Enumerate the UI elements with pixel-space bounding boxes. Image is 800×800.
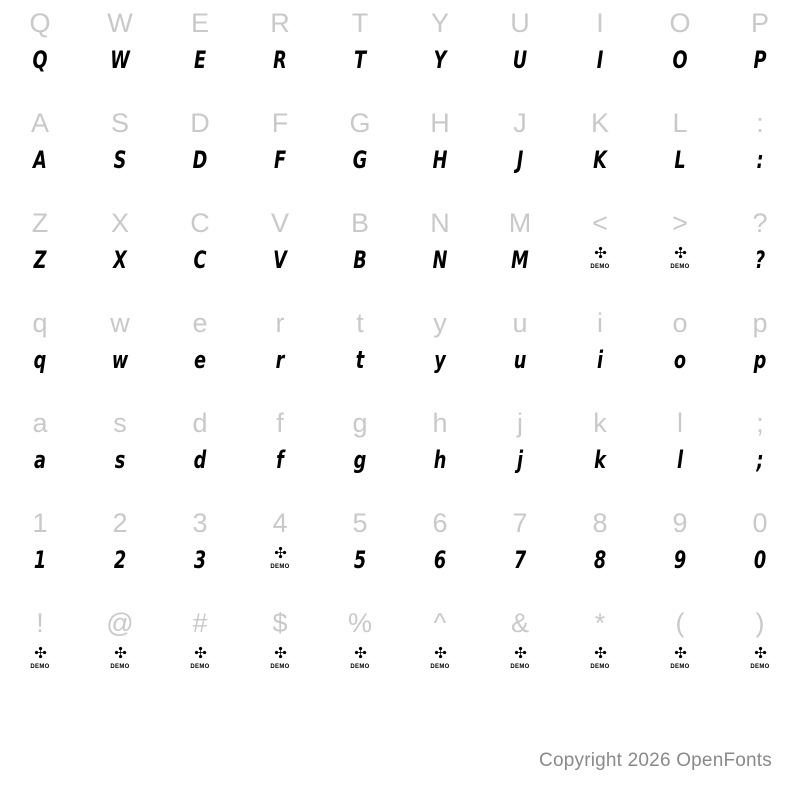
demo-flower-icon bbox=[240, 646, 320, 674]
glyph-cell bbox=[720, 100, 800, 200]
demo-watermark-label: DEMO bbox=[110, 664, 130, 670]
glyph-reference-char: r bbox=[275, 308, 285, 338]
glyph-sample-char: ? bbox=[754, 246, 766, 274]
glyph-cell bbox=[0, 500, 80, 600]
glyph-sample-char: w bbox=[111, 346, 129, 374]
demo-flower-icon bbox=[640, 646, 720, 674]
glyph-cell bbox=[240, 600, 320, 700]
glyph-sample-char: y bbox=[434, 346, 446, 374]
glyph-reference-char: Q bbox=[29, 8, 51, 38]
glyph-cell bbox=[720, 0, 800, 100]
demo-watermark-label: DEMO bbox=[270, 664, 290, 670]
copyright-notice: Copyright 2026 OpenFonts bbox=[539, 750, 772, 771]
glyph-reference-char: 0 bbox=[752, 508, 768, 538]
glyph-reference-char: # bbox=[192, 608, 208, 638]
glyph-cell bbox=[560, 500, 640, 600]
glyph-reference-char: X bbox=[110, 208, 129, 238]
glyph-reference-char: y bbox=[433, 308, 447, 338]
glyph-cell bbox=[400, 300, 480, 400]
glyph-sample-char: R bbox=[273, 46, 287, 74]
glyph-cell bbox=[480, 500, 560, 600]
demo-flower-petals-icon: ✣ bbox=[34, 645, 46, 662]
glyph-cell bbox=[0, 300, 80, 400]
demo-flower-icon bbox=[560, 246, 640, 274]
glyph-sample-char: r bbox=[275, 346, 285, 374]
glyph-sample-char: f bbox=[276, 446, 284, 474]
glyph-sample-char: l bbox=[676, 446, 684, 474]
glyph-sample-char: 0 bbox=[753, 546, 767, 574]
glyph-sample-char: u bbox=[513, 346, 527, 374]
demo-flower-petals-icon: ✣ bbox=[114, 645, 126, 662]
glyph-sample-char: 3 bbox=[193, 546, 207, 574]
glyph-reference-char: * bbox=[594, 608, 606, 638]
glyph-cell bbox=[640, 500, 720, 600]
glyph-reference-char: h bbox=[432, 408, 448, 438]
glyph-cell bbox=[80, 600, 160, 700]
glyph-reference-char: o bbox=[672, 308, 688, 338]
glyph-reference-char: ^ bbox=[433, 608, 447, 638]
glyph-cell bbox=[80, 100, 160, 200]
glyph-reference-char: j bbox=[517, 408, 523, 438]
glyph-reference-char: W bbox=[107, 8, 133, 38]
glyph-reference-char: e bbox=[192, 308, 208, 338]
demo-flower-icon bbox=[560, 646, 640, 674]
glyph-sample-char: q bbox=[33, 346, 47, 374]
glyph-sample-char: s bbox=[114, 446, 126, 474]
glyph-reference-char: 5 bbox=[352, 508, 368, 538]
glyph-cell bbox=[320, 100, 400, 200]
demo-flower-petals-icon: ✣ bbox=[674, 245, 686, 262]
glyph-sample-char: M bbox=[511, 246, 529, 274]
glyph-sample-char: C bbox=[193, 246, 207, 274]
demo-watermark-label: DEMO bbox=[430, 664, 450, 670]
glyph-sample-char: K bbox=[593, 146, 607, 174]
glyph-sample-char: Q bbox=[32, 46, 48, 74]
glyph-reference-char: p bbox=[752, 308, 768, 338]
glyph-cell bbox=[160, 600, 240, 700]
glyph-sample-char: g bbox=[353, 446, 367, 474]
demo-flower-icon bbox=[160, 646, 240, 674]
glyph-cell bbox=[240, 300, 320, 400]
glyph-cell bbox=[400, 0, 480, 100]
demo-watermark-label: DEMO bbox=[270, 564, 290, 570]
demo-flower-petals-icon: ✣ bbox=[514, 645, 526, 662]
glyph-sample-char: S bbox=[113, 146, 127, 174]
demo-flower-icon bbox=[400, 646, 480, 674]
demo-flower-petals-icon: ✣ bbox=[754, 645, 766, 662]
glyph-reference-char: s bbox=[113, 408, 127, 438]
glyph-sample-char: H bbox=[432, 146, 448, 174]
glyph-cell bbox=[80, 400, 160, 500]
glyph-sample-char: ; bbox=[756, 446, 764, 474]
demo-flower-petals-icon: ✣ bbox=[594, 645, 606, 662]
glyph-sample-char: 9 bbox=[673, 546, 687, 574]
glyph-reference-char: G bbox=[349, 108, 371, 138]
glyph-cell bbox=[720, 300, 800, 400]
glyph-cell bbox=[240, 400, 320, 500]
demo-flower-petals-icon: ✣ bbox=[674, 645, 686, 662]
glyph-sample-char: G bbox=[352, 146, 368, 174]
glyph-reference-char: H bbox=[430, 108, 450, 138]
glyph-cell bbox=[80, 300, 160, 400]
glyph-cell bbox=[160, 0, 240, 100]
glyph-cell bbox=[560, 100, 640, 200]
demo-watermark-label: DEMO bbox=[670, 664, 690, 670]
glyph-cell bbox=[640, 200, 720, 300]
glyph-reference-char: Z bbox=[31, 208, 49, 238]
glyph-reference-char: N bbox=[430, 208, 450, 238]
glyph-reference-char: f bbox=[276, 408, 284, 438]
glyph-cell bbox=[640, 0, 720, 100]
glyph-reference-char: @ bbox=[106, 608, 134, 638]
glyph-cell bbox=[240, 0, 320, 100]
glyph-sample-char: e bbox=[193, 346, 207, 374]
glyph-reference-char: D bbox=[190, 108, 210, 138]
demo-flower-petals-icon: ✣ bbox=[274, 545, 286, 562]
demo-watermark-label: DEMO bbox=[190, 664, 210, 670]
glyph-reference-char: k bbox=[593, 408, 607, 438]
glyph-reference-char: : bbox=[756, 108, 764, 138]
demo-flower-petals-icon: ✣ bbox=[354, 645, 366, 662]
glyph-reference-char: O bbox=[669, 8, 691, 38]
glyph-sample-char: J bbox=[516, 146, 524, 174]
glyph-cell bbox=[80, 500, 160, 600]
glyph-sample-char: O bbox=[672, 46, 688, 74]
demo-watermark-label: DEMO bbox=[350, 664, 370, 670]
glyph-sample-char: : bbox=[756, 146, 764, 174]
glyph-sample-char: o bbox=[673, 346, 687, 374]
glyph-cell bbox=[720, 500, 800, 600]
demo-flower-icon bbox=[640, 246, 720, 274]
glyph-reference-char: $ bbox=[272, 608, 288, 638]
glyph-sample-char: L bbox=[674, 146, 686, 174]
glyph-reference-char: 9 bbox=[672, 508, 688, 538]
glyph-cell bbox=[720, 600, 800, 700]
glyph-sample-char: p bbox=[753, 346, 767, 374]
glyph-cell bbox=[320, 400, 400, 500]
glyph-sample-char: E bbox=[193, 46, 207, 74]
glyph-reference-char: ( bbox=[675, 608, 685, 638]
glyph-cell bbox=[160, 400, 240, 500]
glyph-cell bbox=[320, 0, 400, 100]
glyph-cell bbox=[560, 600, 640, 700]
glyph-cell bbox=[480, 200, 560, 300]
glyph-reference-char: ! bbox=[36, 608, 44, 638]
glyph-cell bbox=[0, 200, 80, 300]
glyph-reference-char: q bbox=[32, 308, 48, 338]
glyph-cell bbox=[720, 400, 800, 500]
demo-flower-icon bbox=[320, 646, 400, 674]
glyph-sample-char: d bbox=[193, 446, 207, 474]
glyph-reference-char: I bbox=[596, 8, 604, 38]
glyph-reference-char: F bbox=[271, 108, 289, 138]
glyph-reference-char: 3 bbox=[192, 508, 208, 538]
glyph-cell bbox=[240, 200, 320, 300]
glyph-reference-char: L bbox=[672, 108, 688, 138]
demo-watermark-label: DEMO bbox=[30, 664, 50, 670]
glyph-reference-char: R bbox=[270, 8, 290, 38]
glyph-cell bbox=[400, 200, 480, 300]
glyph-sample-char: j bbox=[516, 446, 524, 474]
glyph-sample-char: A bbox=[33, 146, 47, 174]
glyph-reference-char: g bbox=[352, 408, 368, 438]
demo-watermark-label: DEMO bbox=[590, 664, 610, 670]
glyph-reference-char: d bbox=[192, 408, 208, 438]
glyph-cell bbox=[240, 500, 320, 600]
glyph-sample-char: W bbox=[110, 46, 130, 74]
glyph-sample-char: N bbox=[432, 246, 448, 274]
demo-flower-icon bbox=[240, 546, 320, 574]
glyph-cell bbox=[480, 300, 560, 400]
glyph-reference-char: U bbox=[510, 8, 530, 38]
glyph-reference-char: 6 bbox=[432, 508, 448, 538]
glyph-reference-char: 8 bbox=[592, 508, 608, 538]
glyph-sample-char: V bbox=[273, 246, 287, 274]
glyph-reference-char: < bbox=[592, 208, 608, 238]
demo-flower-icon bbox=[80, 646, 160, 674]
glyph-cell bbox=[400, 600, 480, 700]
glyph-reference-char: & bbox=[510, 608, 529, 638]
glyph-cell bbox=[480, 100, 560, 200]
glyph-reference-char: % bbox=[347, 608, 372, 638]
glyph-sample-char: 6 bbox=[433, 546, 447, 574]
glyph-sample-char: a bbox=[34, 446, 46, 474]
glyph-sample-char: 2 bbox=[113, 546, 127, 574]
glyph-sample-char: 5 bbox=[353, 546, 367, 574]
glyph-sample-char: Y bbox=[433, 46, 447, 74]
glyph-cell bbox=[400, 100, 480, 200]
demo-flower-petals-icon: ✣ bbox=[594, 245, 606, 262]
demo-flower-icon bbox=[720, 646, 800, 674]
glyph-reference-char: J bbox=[513, 108, 527, 138]
glyph-cell bbox=[0, 400, 80, 500]
glyph-cell bbox=[160, 200, 240, 300]
glyph-sample-char: k bbox=[594, 446, 606, 474]
glyph-reference-char: B bbox=[350, 208, 369, 238]
glyph-cell bbox=[160, 300, 240, 400]
glyph-reference-char: t bbox=[356, 308, 364, 338]
glyph-sample-char: 8 bbox=[593, 546, 607, 574]
glyph-sample-char: I bbox=[596, 46, 604, 74]
glyph-cell bbox=[400, 400, 480, 500]
glyph-cell bbox=[0, 100, 80, 200]
glyph-sample-char: U bbox=[512, 46, 528, 74]
glyph-sample-char: t bbox=[355, 346, 365, 374]
demo-watermark-label: DEMO bbox=[750, 664, 770, 670]
glyph-cell bbox=[320, 500, 400, 600]
glyph-sample-char: D bbox=[192, 146, 208, 174]
glyph-cell bbox=[560, 200, 640, 300]
glyph-reference-char: l bbox=[677, 408, 683, 438]
glyph-cell bbox=[640, 100, 720, 200]
demo-watermark-label: DEMO bbox=[590, 264, 610, 270]
glyph-reference-char: u bbox=[512, 308, 528, 338]
glyph-reference-char: w bbox=[110, 308, 130, 338]
glyph-reference-char: ; bbox=[756, 408, 764, 438]
glyph-reference-char: 4 bbox=[272, 508, 288, 538]
glyph-reference-char: 1 bbox=[32, 508, 48, 538]
glyph-reference-char: P bbox=[750, 8, 769, 38]
glyph-reference-char: V bbox=[270, 208, 289, 238]
glyph-cell bbox=[640, 400, 720, 500]
glyph-reference-char: T bbox=[351, 8, 369, 38]
glyph-reference-char: ) bbox=[755, 608, 765, 638]
glyph-cell bbox=[80, 200, 160, 300]
glyph-reference-char: 7 bbox=[512, 508, 528, 538]
glyph-cell bbox=[560, 0, 640, 100]
demo-flower-petals-icon: ✣ bbox=[194, 645, 206, 662]
glyph-cell bbox=[480, 600, 560, 700]
glyph-cell bbox=[320, 600, 400, 700]
glyph-sample-char: Z bbox=[33, 246, 47, 274]
glyph-cell bbox=[560, 300, 640, 400]
glyph-reference-char: C bbox=[190, 208, 210, 238]
glyph-sample-char: B bbox=[353, 246, 367, 274]
glyph-cell bbox=[640, 600, 720, 700]
glyph-cell bbox=[80, 0, 160, 100]
glyph-reference-char: M bbox=[508, 208, 532, 238]
glyph-cell bbox=[240, 100, 320, 200]
glyph-cell bbox=[320, 200, 400, 300]
glyph-sample-char: T bbox=[353, 46, 367, 74]
glyph-cell bbox=[560, 400, 640, 500]
glyph-reference-char: > bbox=[672, 208, 688, 238]
glyph-reference-char: S bbox=[110, 108, 129, 138]
glyph-sample-char: h bbox=[433, 446, 447, 474]
glyph-sample-char: F bbox=[273, 146, 287, 174]
glyph-reference-char: a bbox=[32, 408, 48, 438]
glyph-sample-char: P bbox=[753, 46, 767, 74]
glyph-cell bbox=[480, 0, 560, 100]
glyph-reference-char: 2 bbox=[112, 508, 128, 538]
glyph-reference-char: i bbox=[597, 308, 603, 338]
glyph-sample-char: i bbox=[596, 346, 604, 374]
glyph-cell bbox=[160, 500, 240, 600]
demo-flower-petals-icon: ✣ bbox=[274, 645, 286, 662]
glyph-cell bbox=[720, 200, 800, 300]
glyph-sample-char: 7 bbox=[513, 546, 527, 574]
glyph-cell bbox=[160, 100, 240, 200]
glyph-cell bbox=[320, 300, 400, 400]
glyph-cell bbox=[480, 400, 560, 500]
glyph-reference-char: K bbox=[590, 108, 609, 138]
demo-flower-petals-icon: ✣ bbox=[434, 645, 446, 662]
glyph-sample-char: X bbox=[113, 246, 127, 274]
glyph-sample-char: 1 bbox=[33, 546, 47, 574]
glyph-cell bbox=[640, 300, 720, 400]
glyph-cell bbox=[0, 0, 80, 100]
glyph-reference-char: E bbox=[190, 8, 209, 38]
glyph-cell bbox=[0, 600, 80, 700]
glyph-cell bbox=[400, 500, 480, 600]
demo-flower-icon bbox=[480, 646, 560, 674]
glyph-reference-char: Y bbox=[430, 8, 449, 38]
demo-flower-icon bbox=[0, 646, 80, 674]
glyph-reference-char: ? bbox=[752, 208, 768, 238]
glyph-reference-char: A bbox=[30, 108, 49, 138]
demo-watermark-label: DEMO bbox=[670, 264, 690, 270]
demo-watermark-label: DEMO bbox=[510, 664, 530, 670]
